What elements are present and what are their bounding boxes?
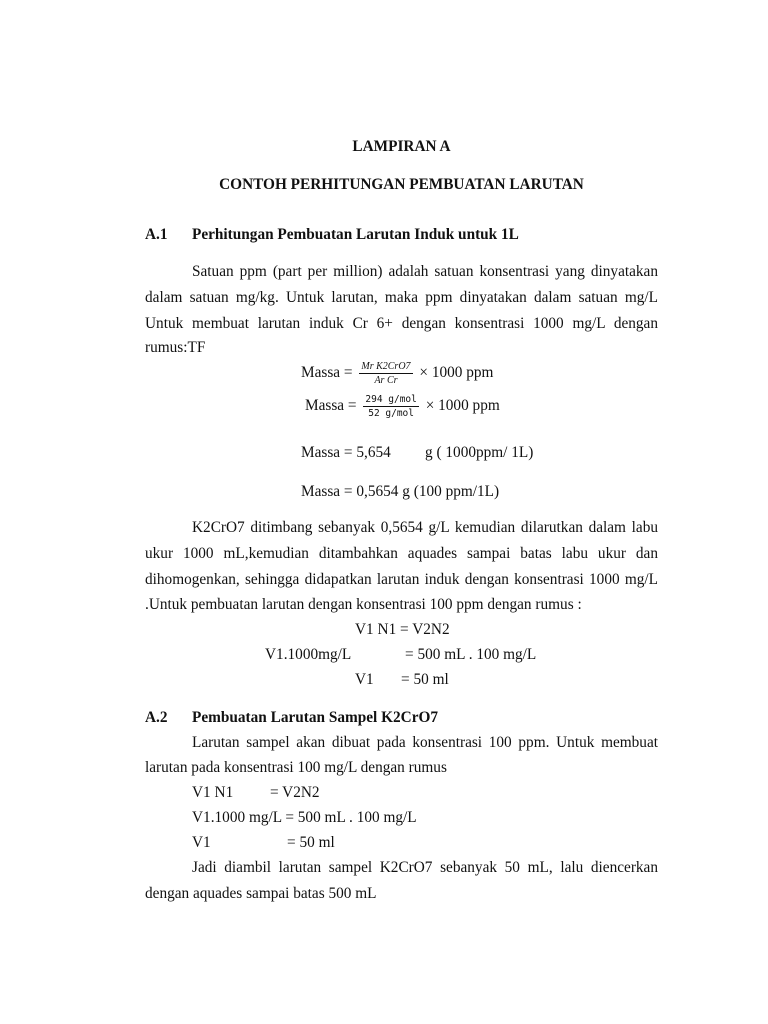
dilution-formula-lhs: V1.1000mg/L bbox=[265, 646, 352, 663]
equation-lhs: Massa = bbox=[301, 364, 353, 382]
dilution-result-rhs: = 50 ml bbox=[401, 671, 449, 688]
paragraph-line: dihomogenkan, sehingga didapatkan larutan induk dengan konsentrasi 1000 mg/L bbox=[145, 571, 658, 588]
fraction bbox=[363, 394, 418, 419]
paragraph-line: larutan pada konsentrasi 100 mg/L dengan rumus bbox=[145, 759, 447, 776]
paragraph-line: Satuan ppm (part per million) adalah satuan konsentrasi yang dinyatakan bbox=[192, 263, 658, 280]
section-a2-heading: Pembuatan Larutan Sampel K2CrO7 bbox=[192, 709, 439, 726]
fraction bbox=[359, 361, 412, 386]
section-a2-number: A.2 bbox=[145, 709, 168, 726]
dilution-result-lhs: V1 bbox=[355, 671, 374, 688]
dilution-formula: V1 N1 = V2N2 bbox=[355, 621, 450, 638]
document-title: LAMPIRAN A bbox=[352, 138, 451, 155]
paragraph-line: rumus:TF bbox=[145, 339, 206, 356]
paragraph-line: Larutan sampel akan dibuat pada konsentrasi 100 ppm. Untuk membuat bbox=[192, 734, 658, 751]
sample-result-lhs: V1 bbox=[192, 834, 211, 851]
document-subtitle: CONTOH PERHITUNGAN PEMBUATAN LARUTAN bbox=[219, 176, 584, 193]
sample-formula-rhs: = V2N2 bbox=[270, 784, 320, 801]
equation-rhs: × 1000 ppm bbox=[419, 364, 494, 382]
paragraph-line: dengan aquades sampai batas 500 mL bbox=[145, 885, 377, 902]
section-a1-number: A.1 bbox=[145, 226, 168, 243]
paragraph-line: Jadi diambil larutan sampel K2CrO7 sebanyak 50 mL, lalu diencerkan bbox=[192, 859, 658, 876]
paragraph-line: dalam satuan mg/kg. Untuk larutan, maka ppm dinyatakan dalam satuan mg/L bbox=[145, 289, 658, 306]
equation-mass-values bbox=[305, 394, 500, 419]
dilution-formula-rhs: = 500 mL . 100 mg/L bbox=[405, 646, 537, 663]
equation-mass-100ppm: Massa = 0,5654 g (100 ppm/1L) bbox=[301, 483, 500, 500]
fraction-denominator: 52 g/mol bbox=[368, 408, 414, 419]
paragraph-line: Untuk membuat larutan induk Cr 6+ dengan konsentrasi 1000 mg/L dengan bbox=[145, 315, 658, 332]
sample-formula-values: V1.1000 mg/L = 500 mL . 100 mg/L bbox=[192, 809, 417, 826]
paragraph-line: K2CrO7 ditimbang sebanyak 0,5654 g/L kemudian dilarutkan dalam labu bbox=[192, 519, 658, 536]
equation-rhs: × 1000 ppm bbox=[425, 397, 500, 415]
equation-mass-formula bbox=[301, 361, 493, 386]
fraction-denominator: Ar Cr bbox=[374, 375, 398, 386]
sample-formula-lhs: V1 N1 bbox=[192, 784, 234, 801]
fraction-numerator: Mr K2CrO7 bbox=[361, 361, 411, 372]
section-a1-heading: Perhitungan Pembuatan Larutan Induk untuk 1L bbox=[192, 226, 519, 243]
paragraph-line: .Untuk pembuatan larutan dengan konsentrasi 100 ppm dengan rumus : bbox=[145, 596, 582, 613]
paragraph-line: ukur 1000 mL,kemudian ditambahkan aquades sampai batas labu ukur dan bbox=[145, 545, 658, 562]
equation-mass-result-left: Massa = 5,654 bbox=[301, 444, 391, 461]
equation-lhs: Massa = bbox=[305, 397, 357, 415]
equation-mass-result-right: g ( 1000ppm/ 1L) bbox=[425, 444, 534, 461]
sample-result-rhs: = 50 ml bbox=[287, 834, 335, 851]
fraction-numerator: 294 g/mol bbox=[365, 394, 417, 405]
